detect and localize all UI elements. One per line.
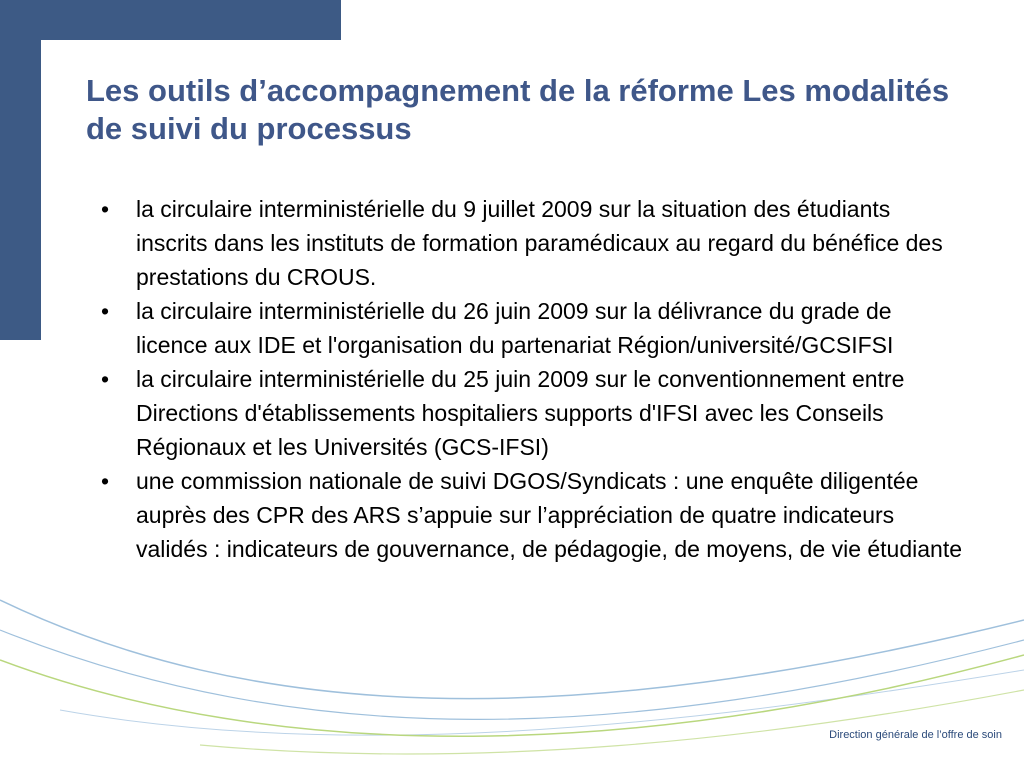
bullet-item [96,362,966,464]
swoosh-blue-line-3 [60,670,1024,735]
header-accent-bar [0,0,341,40]
bullet-text: la circulaire interministérielle du 25 juin 2009 sur le conventionnement entre Directions d'établissements hospitaliers supports d'IFSI avec les Conseils Régionaux et les Universités (GCS-IFSI) [136,366,905,460]
footer-organization: Direction générale de l’offre de soin [829,729,1002,741]
side-accent-bar [0,40,41,340]
bullet-icon: • [100,196,110,222]
swoosh-green-line-1 [0,655,1024,736]
bullet-list [96,192,966,566]
bullet-icon: • [100,366,110,392]
bullet-item [96,294,966,362]
swoosh-blue-line-2 [0,630,1024,719]
bullet-text: la circulaire interministérielle du 26 juin 2009 sur la délivrance du grade de licence aux IDE et l'organisation du partenariat Région/université/GCSIFSI [136,298,894,358]
bullet-icon: • [100,468,110,494]
bullet-icon: • [100,298,110,324]
bullet-text: la circulaire interministérielle du 9 juillet 2009 sur la situation des étudiants inscrits dans les instituts de formation paramédicaux au regard du bénéfice des prestations du CROUS. [136,196,943,290]
swoosh-green-line-2 [200,690,1024,754]
swoosh-blue-line-1 [0,600,1024,699]
bullet-item [96,192,966,294]
bullet-item [96,464,966,566]
slide-title: Les outils d’accompagnement de la réforme Les modalités de suivi du processus [86,73,950,146]
bullet-text: une commission nationale de suivi DGOS/Syndicats : une enquête diligentée auprès des CPR des ARS s’appuie sur l’appréciation de quatre indicateurs validés : indicateurs de gouvernance, de pédagogie, de moyens, de vie étudiante [136,468,963,562]
